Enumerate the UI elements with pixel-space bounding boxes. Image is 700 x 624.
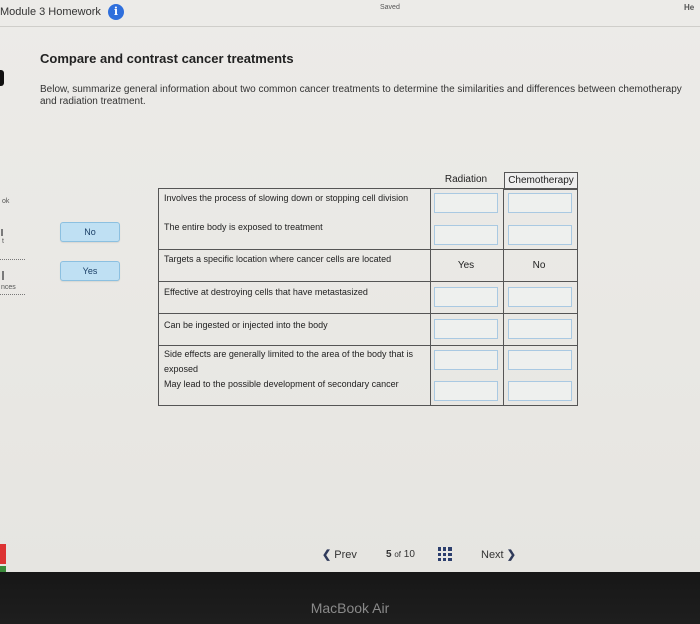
info-icon[interactable]: i: [108, 4, 124, 20]
column-divider: [503, 282, 504, 313]
table-row: [159, 282, 577, 314]
answer-radiation[interactable]: Yes: [457, 260, 475, 271]
statement: May lead to the possible development of secondary cancer: [164, 379, 399, 389]
comparison-table: [158, 188, 578, 406]
drop-zone-radiation[interactable]: [434, 193, 498, 213]
page-of: of: [394, 550, 402, 559]
question-instructions: Below, summarize general information about two common cancer treatments to determine the similarities and differences between chemotherapy and radiation treatment.: [40, 84, 682, 107]
statement: Can be ingested or injected into the body: [164, 320, 328, 330]
grid-icon[interactable]: [438, 547, 452, 561]
saved-status: Saved: [380, 4, 400, 11]
next-button[interactable]: [481, 548, 516, 561]
help-link[interactable]: He: [684, 3, 695, 12]
table-row: [159, 189, 577, 250]
drop-zone-chemotherapy[interactable]: [508, 287, 572, 307]
side-fragment: t: [2, 238, 4, 245]
drop-zone-chemotherapy[interactable]: [508, 350, 572, 370]
drop-zone-chemotherapy[interactable]: [508, 381, 572, 401]
side-bar: [1, 229, 3, 236]
chevron-left-icon: ❮: [322, 549, 332, 561]
drop-zone-radiation[interactable]: [434, 350, 498, 370]
table-row: [159, 346, 577, 405]
table-row: [159, 314, 577, 346]
column-divider: [430, 314, 431, 345]
top-bar: [0, 0, 700, 27]
statement: Targets a specific location where cancer cells are located: [164, 254, 392, 264]
drop-zone-radiation[interactable]: [434, 225, 498, 245]
prev-button[interactable]: [322, 548, 357, 561]
page-total: 10: [403, 549, 415, 560]
prev-label: Prev: [334, 549, 357, 561]
question-title: Compare and contrast cancer treatments: [40, 51, 294, 66]
answer-chip-yes[interactable]: Yes: [60, 261, 120, 281]
pagination-bar: [0, 538, 700, 572]
statement: Involves the process of slowing down or stopping cell division: [164, 193, 409, 203]
chevron-right-icon: ❯: [506, 549, 516, 561]
column-divider: [503, 346, 504, 405]
page-current: 5: [386, 549, 392, 560]
side-tab[interactable]: [0, 544, 6, 564]
column-header-radiation: Radiation: [444, 174, 488, 185]
divider: [0, 294, 25, 295]
statement: Side effects are generally limited to the area of the body that is exposed: [164, 349, 413, 374]
drop-zone-chemotherapy[interactable]: [508, 193, 572, 213]
drop-zone-chemotherapy[interactable]: [508, 225, 572, 245]
column-divider: [430, 189, 431, 249]
table-row: [159, 250, 577, 282]
statement: Effective at destroying cells that have metastasized: [164, 287, 368, 297]
side-bar: [2, 271, 4, 280]
assignment-title: Module 3 Homework: [0, 6, 101, 18]
drop-zone-chemotherapy[interactable]: [508, 319, 572, 339]
question-marker: [0, 70, 4, 86]
column-divider: [430, 282, 431, 313]
answer-chemotherapy[interactable]: No: [532, 260, 546, 271]
drop-zone-radiation[interactable]: [434, 319, 498, 339]
drop-zone-radiation[interactable]: [434, 381, 498, 401]
page-indicator: [386, 549, 415, 560]
laptop-bezel: [0, 572, 700, 624]
statement: The entire body is exposed to treatment: [164, 222, 323, 232]
side-fragment: nces: [1, 284, 16, 291]
column-header-chemotherapy: Chemotherapy: [504, 172, 578, 190]
column-divider: [503, 314, 504, 345]
answer-chip-no[interactable]: No: [60, 222, 120, 242]
side-fragment: ok: [2, 198, 10, 205]
divider: [0, 259, 25, 260]
column-divider: [430, 346, 431, 405]
next-label: Next: [481, 549, 504, 561]
column-divider: [503, 189, 504, 249]
drop-zone-radiation[interactable]: [434, 287, 498, 307]
device-label: MacBook Air: [310, 600, 390, 616]
